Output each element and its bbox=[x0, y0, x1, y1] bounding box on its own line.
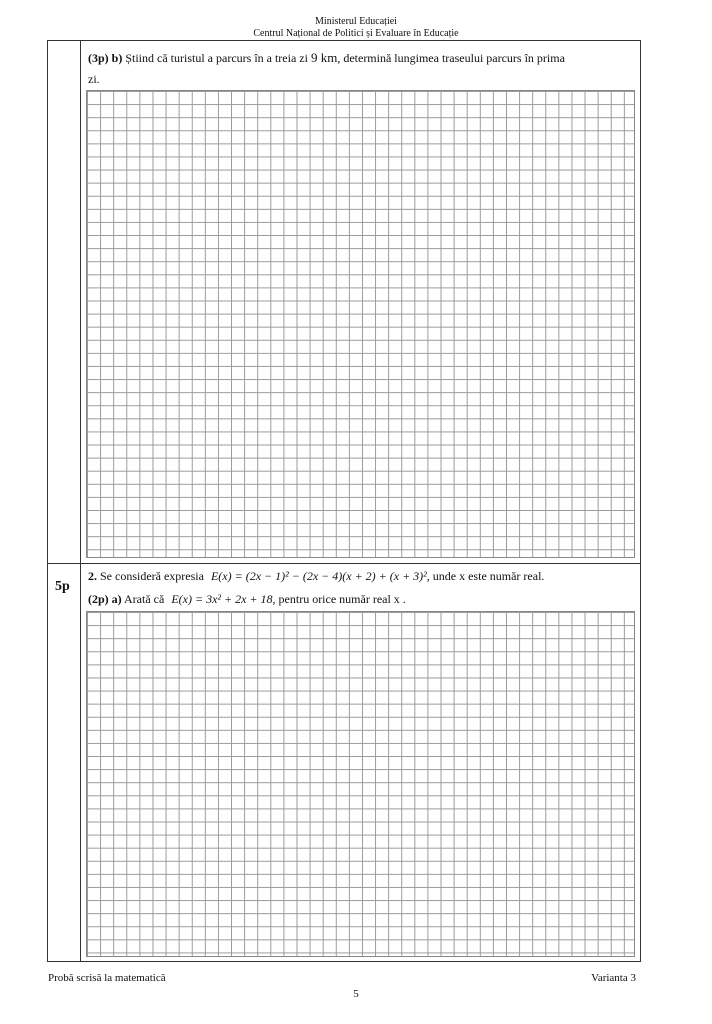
answer-grid-2a[interactable] bbox=[86, 611, 635, 957]
question-1b-line1 bbox=[88, 50, 565, 66]
question-1b-points: (3p) bbox=[88, 51, 109, 65]
question-1b-line2: zi. bbox=[88, 72, 100, 86]
question-1b-label: b) bbox=[111, 51, 123, 65]
page-number: 5 bbox=[353, 988, 359, 1000]
question-2a-tail: , pentru orice număr real x . bbox=[272, 592, 406, 606]
question-1b-text-after: , determină lungimea traseului parcurs în prima bbox=[337, 51, 565, 65]
question-2-score: 5p bbox=[55, 579, 70, 594]
question-2-expression: E(x) = (2x − 1)² − (2x − 4)(x + 2) + (x + 3)² bbox=[210, 569, 427, 583]
question-2a-line bbox=[88, 591, 406, 607]
question-2-number: 2. bbox=[88, 569, 97, 583]
footer-left: Probă scrisă la matematică bbox=[48, 972, 166, 984]
question-2-intro: Se consideră expresia bbox=[100, 569, 204, 583]
header-ministry: Ministerul Educației bbox=[315, 16, 397, 27]
question-2a-label: a) bbox=[111, 592, 122, 606]
question-1b-value: 9 km bbox=[310, 50, 338, 65]
score-column-divider bbox=[80, 40, 81, 962]
question-divider bbox=[47, 563, 641, 564]
question-2a-expression: E(x) = 3x² + 2x + 18 bbox=[171, 592, 273, 606]
answer-grid-1b[interactable] bbox=[86, 90, 635, 558]
footer-right: Varianta 3 bbox=[591, 972, 636, 984]
question-2-tail: , unde x este număr real. bbox=[426, 569, 545, 583]
question-2a-points: (2p) bbox=[88, 592, 109, 606]
question-1b-text: Știind că turistul a parcurs în a treia zi bbox=[125, 51, 308, 65]
question-2a-text: Arată că bbox=[124, 592, 165, 606]
header-center: Centrul Național de Politici și Evaluare în Educație bbox=[253, 28, 459, 39]
question-2-line1 bbox=[88, 568, 544, 584]
